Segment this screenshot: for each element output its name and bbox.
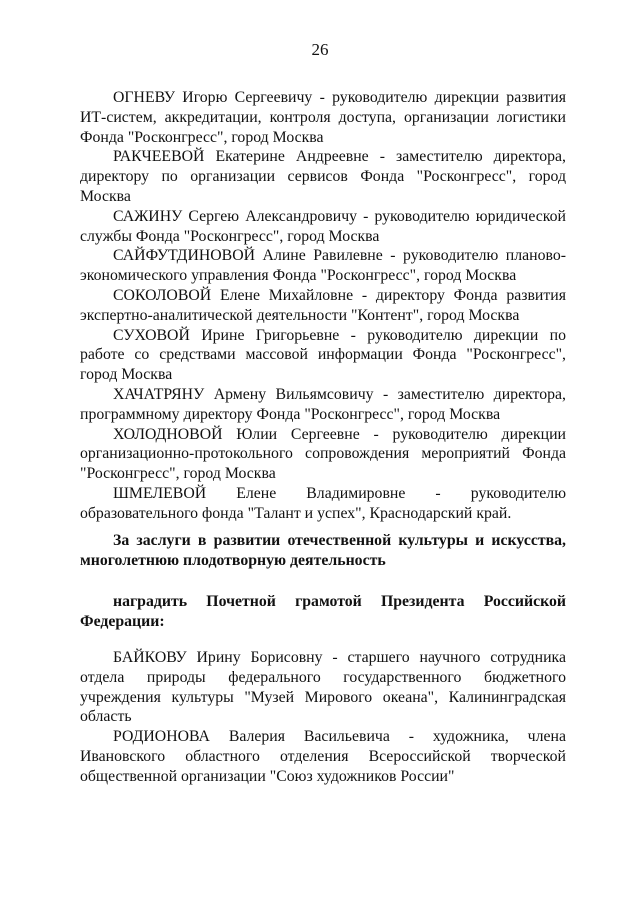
merit-heading: За заслуги в развитии отечественной культуры и искусства, многолетнюю плодотворную деятельность <box>80 532 566 569</box>
recipient-entry: БАЙКОВУ Ирину Борисовну - старшего научного сотрудника отдела природы федерального государственного бюджетного учреждения культуры "Музей Мирового океана", Калининградская область <box>80 649 566 726</box>
award-recipients-list-2 <box>80 648 566 787</box>
recipient-entry: РАКЧЕЕВОЙ Екатерине Андреевне - заместителю директора, директору по организации сервисов Фонда "Росконгресс", город Москва <box>80 148 566 205</box>
recipient-entry: СОКОЛОВОЙ Елене Михайловне - директору Фонда развития экспертно-аналитической деятельности "Контент", город Москва <box>80 286 566 324</box>
recipient-entry: ХОЛОДНОВОЙ Юлии Сергеевне - руководителю дирекции организационно-протокольного сопровождения мероприятий Фонда "Росконгресс", город Москва <box>80 425 566 483</box>
recipient-entry: СУХОВОЙ Ирине Григорьевне - руководителю дирекции по работе со средствами массовой информации Фонда "Росконгресс", город Москва <box>80 326 566 384</box>
recipient-entry: РОДИОНОВА Валерия Васильевича - художника, члена Ивановского областного отделения Всероссийской творческой общественной организации "Союз художников России" <box>80 728 566 785</box>
award-recipients-list <box>80 88 566 524</box>
page-number: 26 <box>311 40 329 59</box>
recipient-entry: САЙФУТДИНОВОЙ Алине Равилевне - руководителю планово-экономического управления Фонда "Росконгресс", город Москва <box>80 247 566 285</box>
merit-heading-block <box>80 531 566 571</box>
award-line-block <box>80 592 566 632</box>
recipient-entry: ШМЕЛЕВОЙ Елене Владимировне - руководителю образовательного фонда "Талант и успех", Краснодарский край. <box>80 484 566 522</box>
recipient-entry: САЖИНУ Сергею Александровичу - руководителю юридической службы Фонда "Росконгресс", город Москва <box>80 207 566 245</box>
recipient-entry: ОГНЕВУ Игорю Сергеевичу - руководителю дирекции развития ИТ-систем, аккредитации, контроля доступа, организации логистики Фонда "Росконгресс", город Москва <box>80 89 566 146</box>
award-line: наградить Почетной грамотой Президента Российской Федерации: <box>80 593 566 630</box>
recipient-entry: ХАЧАТРЯНУ Армену Вильямсовичу - заместителю директора, программному директору Фонда "Росконгресс", город Москва <box>80 385 566 423</box>
